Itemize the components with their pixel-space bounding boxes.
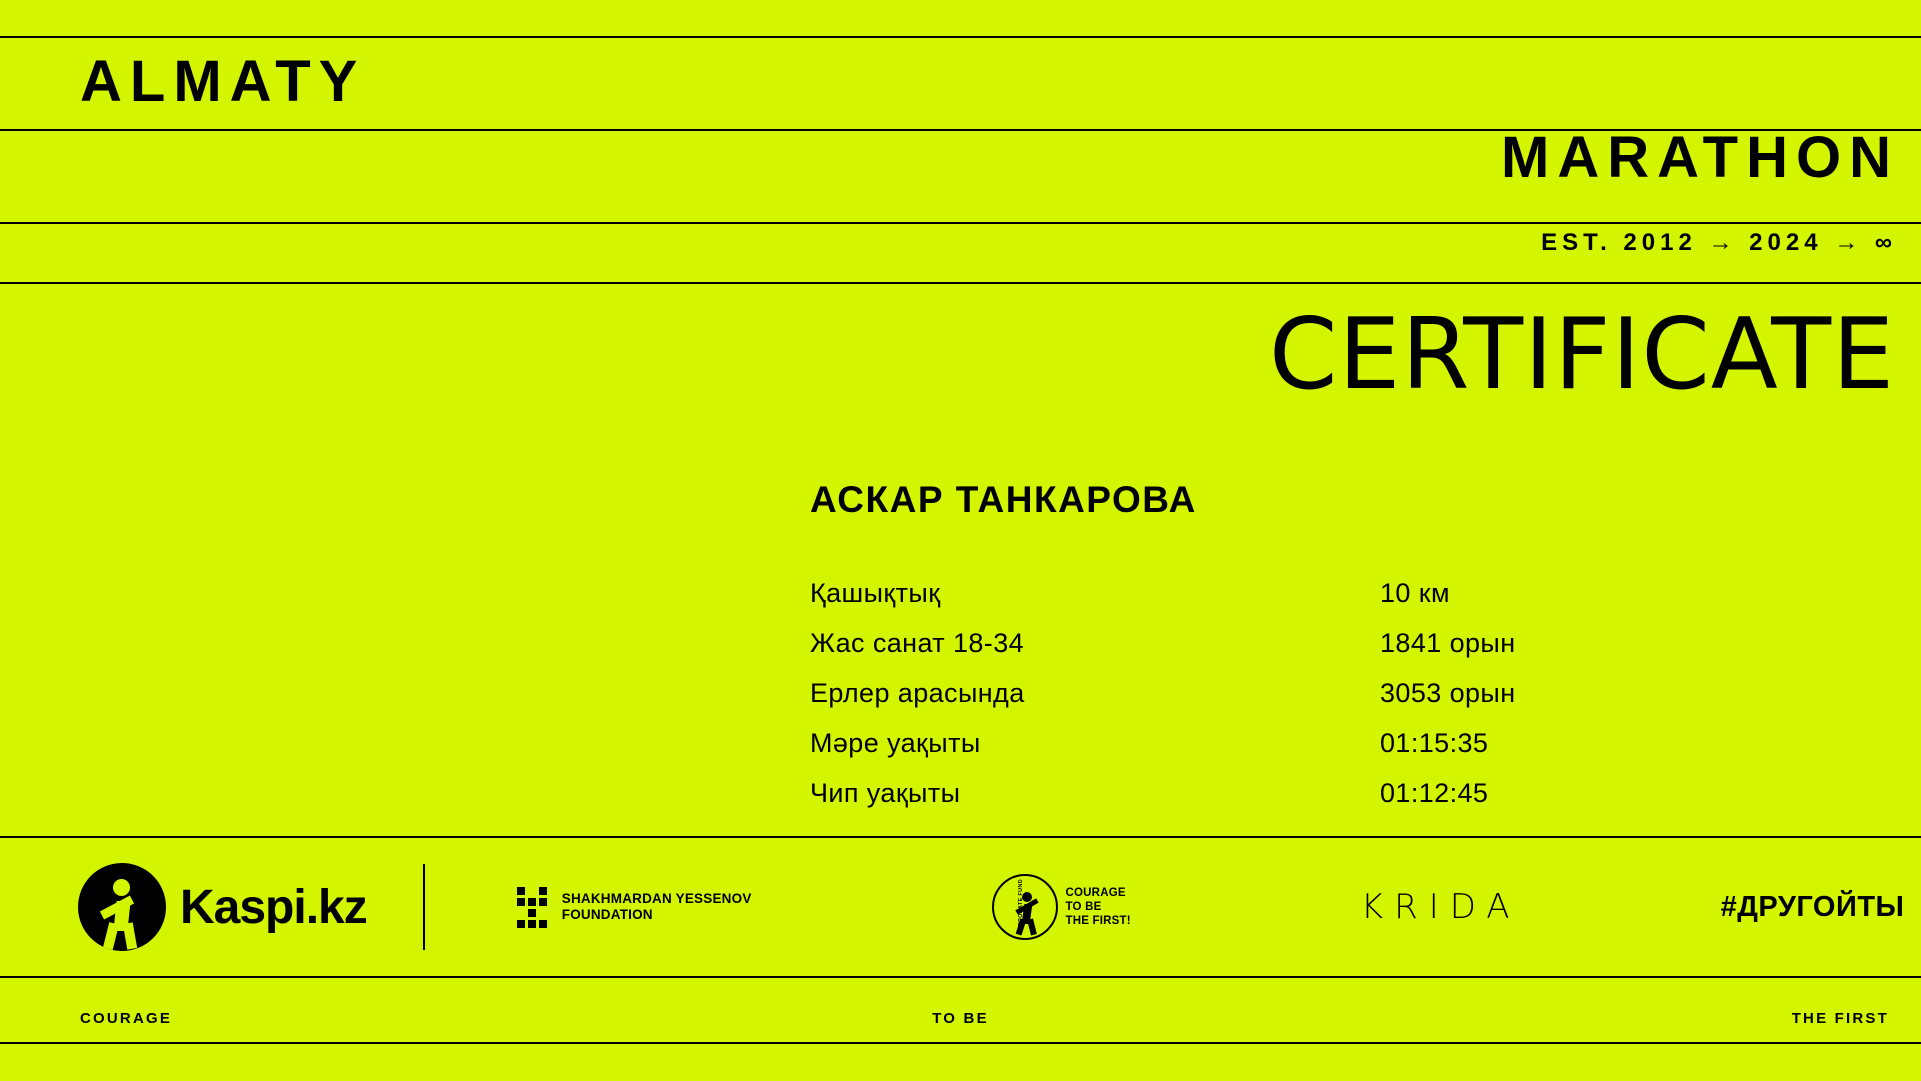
- result-label: Чип уақыты: [810, 778, 961, 808]
- sponsor-courage-label: [1066, 886, 1131, 928]
- divider-line: [0, 222, 1921, 224]
- footer-center: TO BE: [932, 1009, 989, 1027]
- yessenov-logo-icon: [517, 887, 551, 927]
- brand-line-almaty: ALMATY: [80, 49, 366, 114]
- kaspi-logo-icon: [78, 863, 166, 951]
- result-label: Қашықтық: [810, 578, 941, 608]
- sponsor-kaspi: [78, 863, 367, 951]
- athlete-name: АСКАР ТАНКАРОВА: [810, 479, 1197, 520]
- footer-right: THE FIRST: [1791, 1009, 1889, 1027]
- result-value: 3053 орын: [1380, 678, 1516, 708]
- divider-line: [0, 1042, 1921, 1044]
- page-title: CERTIFICATE: [1269, 298, 1895, 412]
- sponsor-kaspi-label: Kaspi.kz: [180, 880, 367, 934]
- result-value: 01:15:35: [1380, 728, 1489, 758]
- courage-line1: COURAGE: [1065, 887, 1126, 899]
- courage-line2: TO BE: [1065, 901, 1102, 913]
- result-value: 1841 орын: [1380, 628, 1516, 658]
- table-row: [810, 775, 1820, 825]
- sponsor-krida-label: KRIDA: [1360, 887, 1521, 927]
- result-label: Ерлер арасында: [810, 678, 1025, 708]
- divider-line: [0, 282, 1921, 284]
- results-table: [810, 575, 1820, 825]
- courage-line3: THE FIRST!: [1065, 915, 1131, 927]
- sponsor-yessenov-line1: SHAKHMARDAN YESSENOV: [561, 891, 752, 906]
- divider-line: [0, 36, 1921, 38]
- sponsor-hashtag: #ДРУГОЙТЫ: [1720, 890, 1905, 923]
- sponsors-bar: [0, 838, 1921, 976]
- result-label: Мәре уақыты: [810, 728, 981, 758]
- sponsor-divider: [423, 864, 425, 950]
- table-row: [810, 725, 1820, 775]
- table-row: [810, 675, 1820, 725]
- footer-slogan: [0, 1000, 1921, 1036]
- divider-line: [0, 976, 1921, 978]
- corporate-fund-seal-icon: [992, 874, 1058, 940]
- result-value: 01:12:45: [1380, 778, 1489, 808]
- result-label: Жас санат 18-34: [810, 628, 1025, 658]
- brand-line-marathon: MARATHON: [1501, 125, 1899, 190]
- sponsor-corporate-fund: [992, 874, 1131, 940]
- sponsor-yessenov: [517, 887, 752, 927]
- table-row: [810, 575, 1820, 625]
- sponsor-yessenov-label: [562, 891, 752, 923]
- brand-established: EST. 2012 → 2024 → ∞: [1541, 229, 1897, 256]
- sponsor-yessenov-line2: FOUNDATION: [561, 907, 653, 922]
- result-value: 10 км: [1380, 578, 1450, 608]
- footer-left: COURAGE: [80, 1009, 173, 1027]
- table-row: [810, 625, 1820, 675]
